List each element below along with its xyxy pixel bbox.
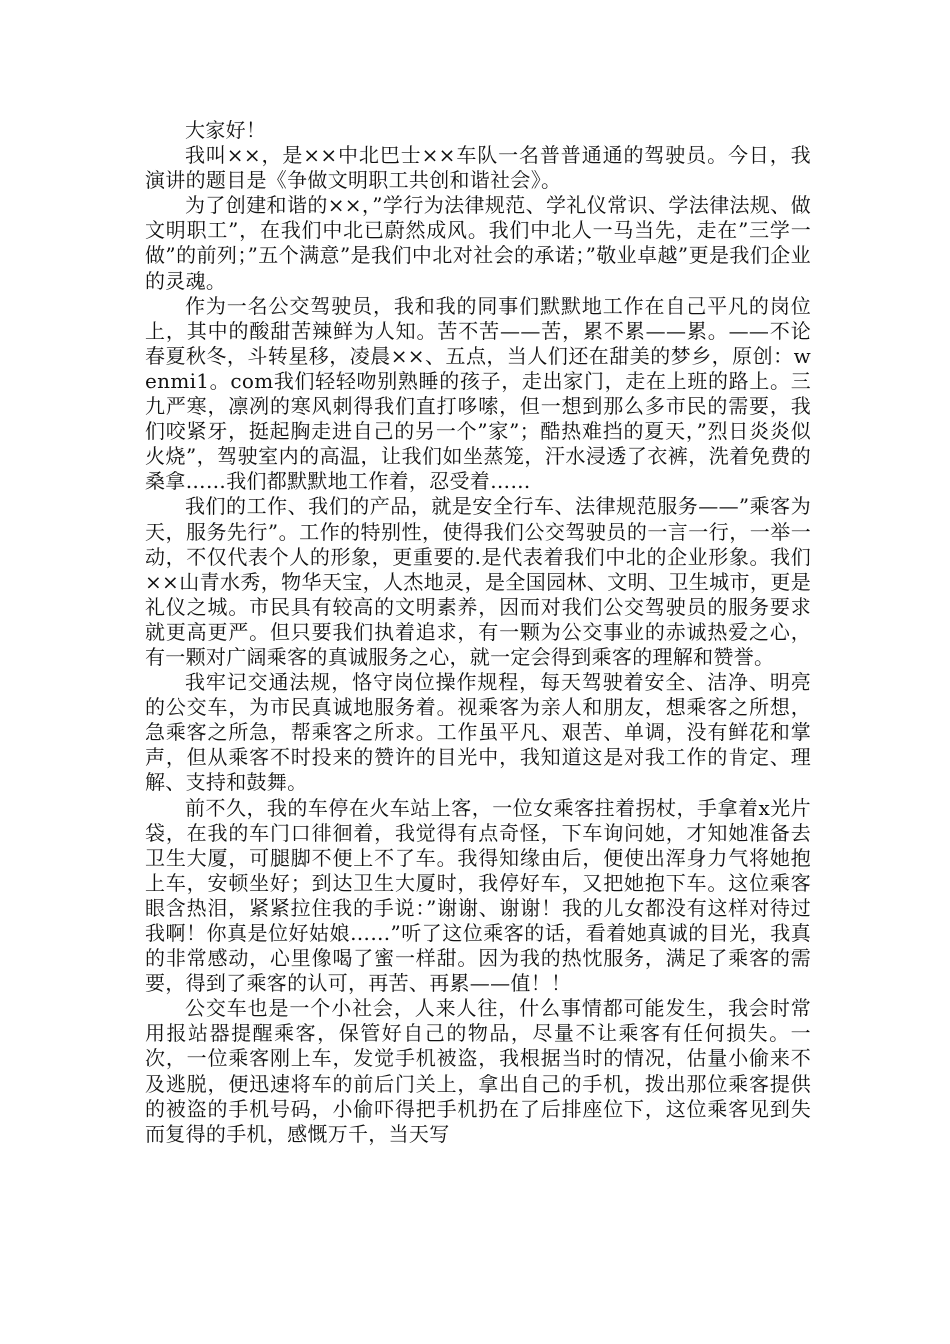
paragraph-harmony: 为了创建和谐的××，”学行为法律规范、学礼仪常识、学法律法规、做文明职工”，在我们中北已蔚然成风。我们中北人一马当先，走在”三学一做”的前列；”五个满意”是我们中北对社会的承诺；”敬业卓越”更是我们企业的灵魂。 bbox=[145, 193, 811, 293]
paragraph-stolen-phone: 公交车也是一个小社会，人来人往，什么事情都可能发生，我会时常用报站器提醒乘客，保管好自己的物品，尽量不让乘客有任何损失。一次，一位乘客刚上车，发觉手机被盗，我根据当时的情况，估量小偷来不及逃脱，便迅速将车的前后门关上，拿出自己的手机，拨出那位乘客提供的被盗的手机号码，小偷吓得把手机扔在了后排座位下，这位乘客见到失而复得的手机，感慨万千，当天写 bbox=[145, 996, 811, 1146]
document-body bbox=[145, 118, 811, 1147]
paragraph-helping-passenger: 前不久，我的车停在火车站上客，一位女乘客拄着拐杖，手拿着x光片袋，在我的车门口徘徊着，我觉得有点奇怪，下车询问她，才知她准备去卫生大厦，可腿脚不便上不了车。我得知缘由后，便使出浑身力气将她抱上车，安顿坐好；到达卫生大厦时，我停好车，又把她抱下车。这位乘客眼含热泪，紧紧拉住我的手说：”谢谢、谢谢！我的儿女都没有这样对待过我啊！你真是位好姑娘……”听了这位乘客的话，看着她真诚的目光，我真的非常感动，心里像喝了蜜一样甜。因为我的热忱服务，满足了乘客的需要，得到了乘客的认可，再苦、再累——值！！ bbox=[145, 795, 811, 996]
paragraph-greeting: 大家好！ bbox=[185, 118, 267, 142]
paragraph-daily-work: 作为一名公交驾驶员，我和我的同事们默默地工作在自己平凡的岗位上，其中的酸甜苦辣鲜为人知。苦不苦——苦，累不累——累。——不论春夏秋冬，斗转星移，凌晨××、五点，当人们还在甜美的梦乡，原创：wenmi1。com我们轻轻吻别熟睡的孩子，走出家门，走在上班的路上。三九严寒，凛冽的寒风刺得我们直打哆嗦，但一想到那么多市民的需要，我们咬紧牙，挺起胸走进自己的另一个”家”；酷热难挡的夏天，”烈日炎炎似火烧”，驾驶室内的高温，让我们如坐蒸笼，汗水浸透了衣裤，洗着免费的桑拿……我们都默默地工作着，忍受着…… bbox=[145, 293, 811, 494]
paragraph-introduction: 我叫××，是××中北巴士××车队一名普普通通的驾驶员。今日，我演讲的题目是《争做文明职工共创和谐社会》。 bbox=[145, 143, 811, 193]
paragraph-traffic-rules: 我牢记交通法规，恪守岗位操作规程，每天驾驶着安全、洁净、明亮的公交车，为市民真诚地服务着。视乘客为亲人和朋友，想乘客之所想，急乘客之所急，帮乘客之所求。工作虽平凡、艰苦、单调，没有鲜花和掌声，但从乘客不时投来的赞许的目光中，我知道这是对我工作的肯定、理解、支持和鼓舞。 bbox=[145, 670, 811, 795]
paragraph-service-image: 我们的工作、我们的产品，就是安全行车、法律规范服务——”乘客为天，服务先行”。工作的特别性，使得我们公交驾驶员的一言一行，一举一动，不仅代表个人的形象，更重要的.是代表着我们中北的企业形象。我们××山青水秀，物华天宝，人杰地灵，是全国园林、文明、卫生城市，更是礼仪之城。市民具有较高的文明素养，因而对我们公交驾驶员的服务要求就更高更严。但只要我们执着追求，有一颗为公交事业的赤诚热爱之心，有一颗对广阔乘客的真诚服务之心，就一定会得到乘客的理解和赞誉。 bbox=[145, 494, 811, 669]
